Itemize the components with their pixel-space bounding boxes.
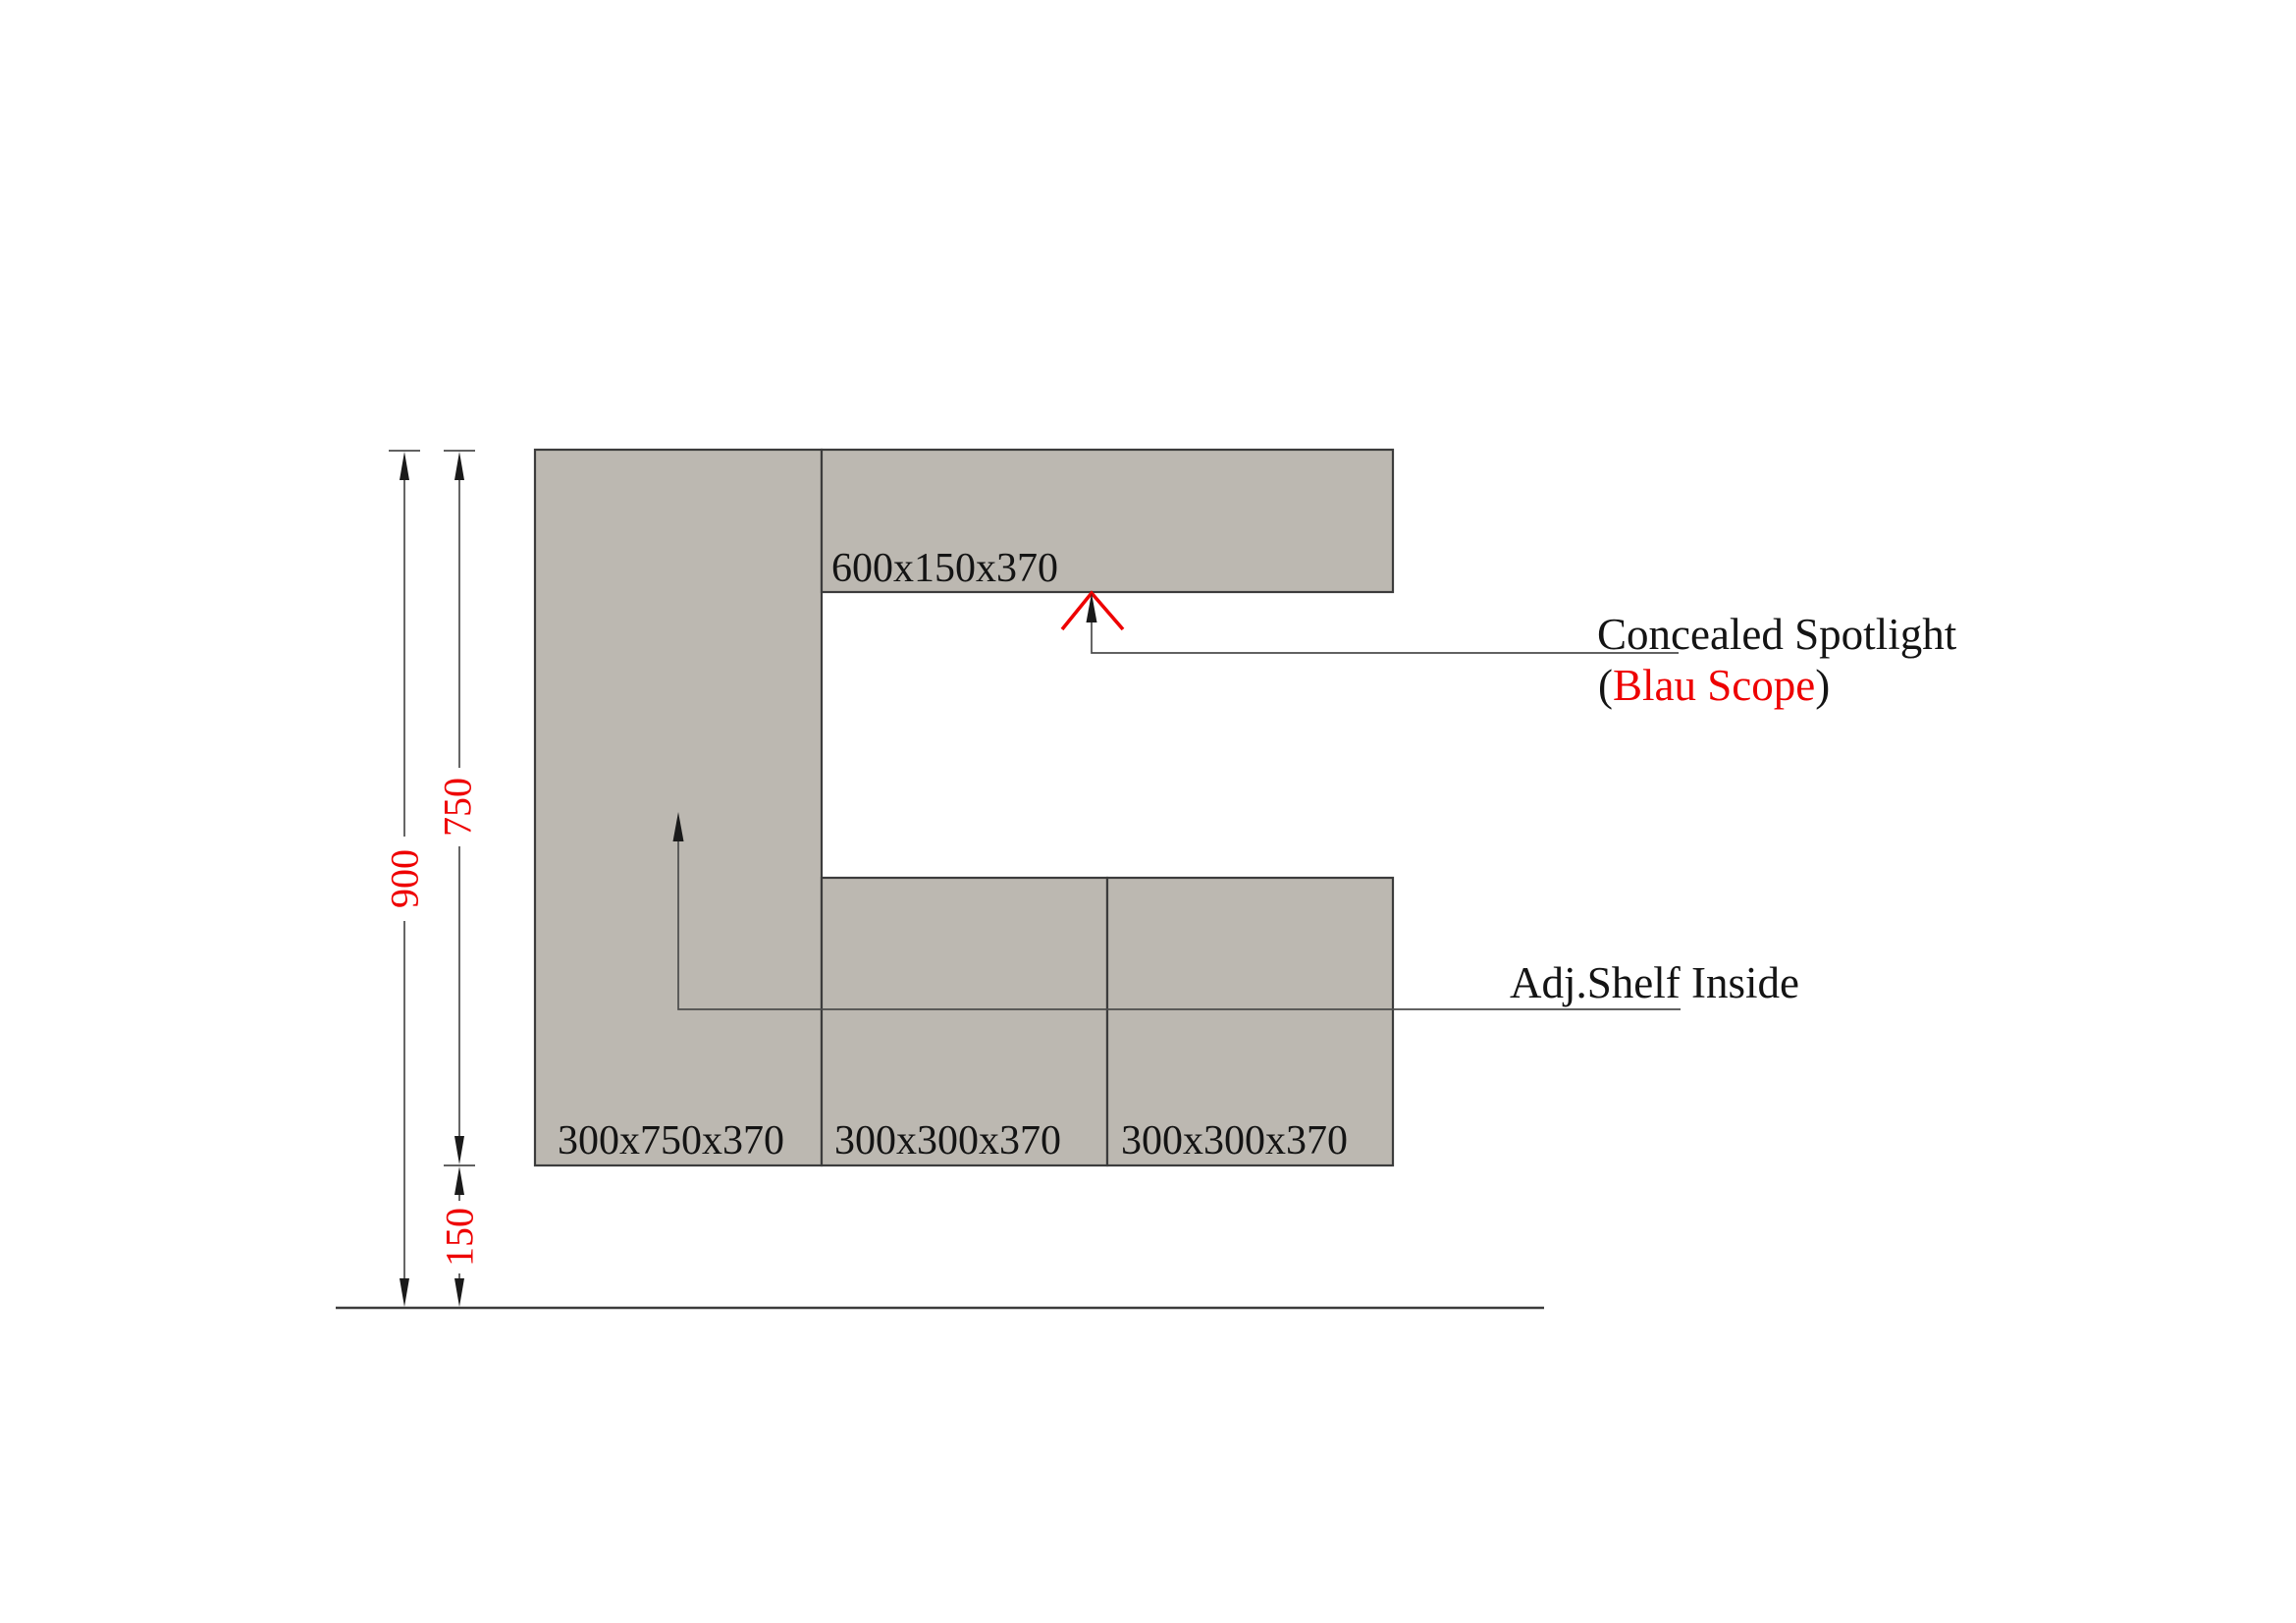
panel-left xyxy=(535,450,822,1165)
arrow-up-icon xyxy=(400,452,409,480)
spotlight-brand: Blau Scope xyxy=(1613,661,1816,710)
shelf-annotation: Adj.Shelf Inside xyxy=(1510,958,1799,1007)
spotlight-leader-line xyxy=(1092,622,1679,653)
dimension-750-label: 750 xyxy=(435,778,480,837)
panel-bottom-right-label: 300x300x370 xyxy=(1121,1118,1348,1163)
dimension-150-label: 150 xyxy=(437,1208,482,1267)
arrow-down-icon xyxy=(400,1278,409,1307)
arrow-down-icon xyxy=(454,1136,464,1164)
paren-close: ) xyxy=(1815,661,1831,710)
spotlight-annotation-line1: Concealed Spotlight xyxy=(1597,610,1957,659)
panel-bottom-middle-label: 300x300x370 xyxy=(834,1118,1061,1163)
dimension-900-label: 900 xyxy=(382,849,427,908)
paren-open: ( xyxy=(1598,661,1613,710)
spotlight-annotation-line2 xyxy=(1598,661,1830,710)
panel-top-shelf-label: 600x150x370 xyxy=(831,546,1058,591)
panel-left-label: 300x750x370 xyxy=(558,1118,784,1163)
arrow-down-icon xyxy=(454,1278,464,1307)
arrow-up-icon xyxy=(454,452,464,480)
arrow-up-icon xyxy=(454,1166,464,1195)
